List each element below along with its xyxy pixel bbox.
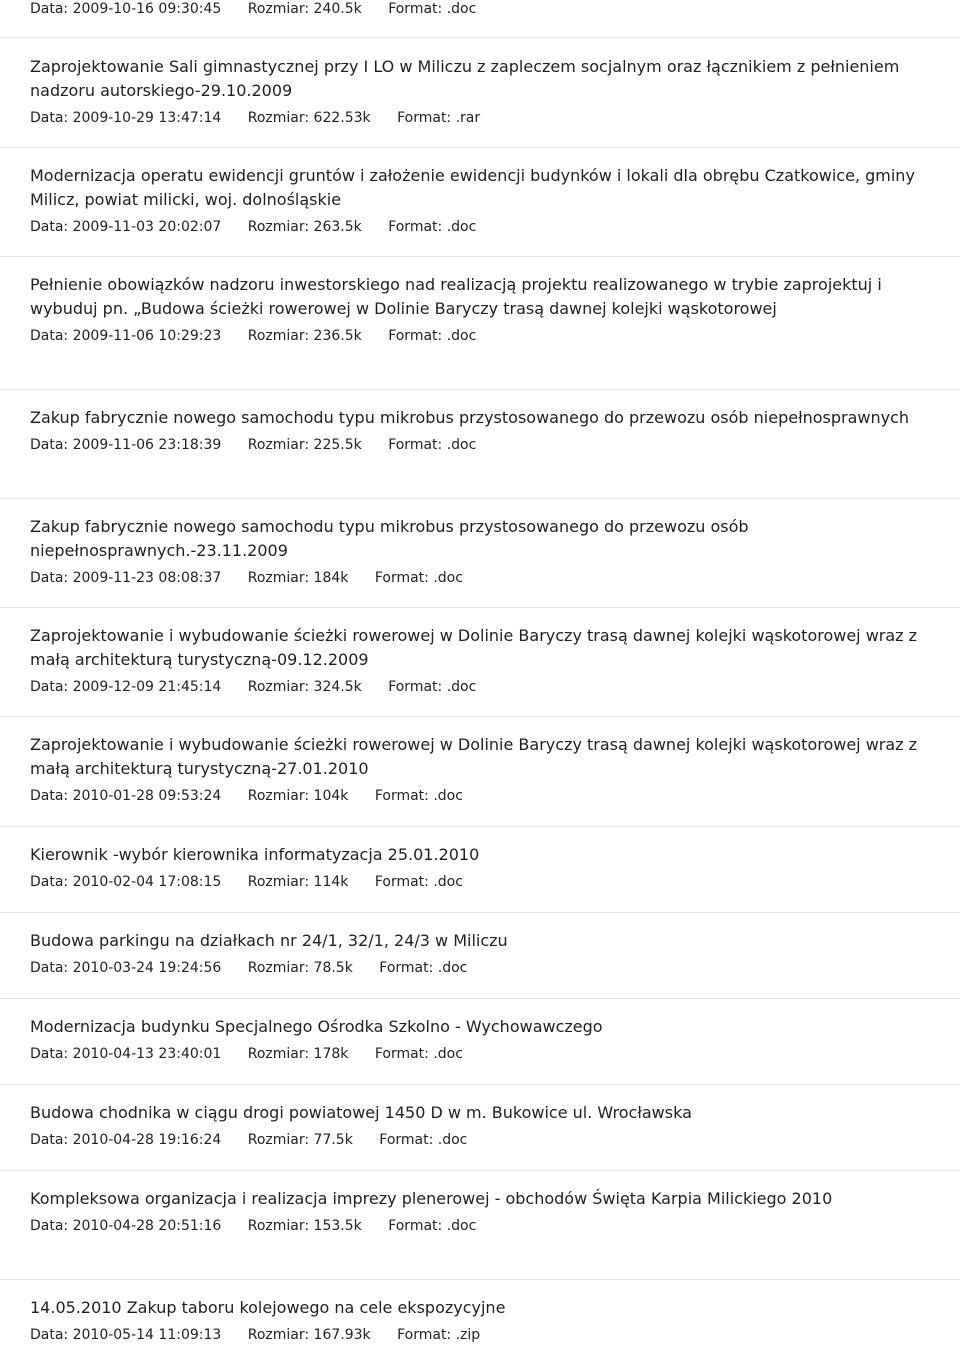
divider [0,389,960,390]
entry-format: Format: .doc [388,437,477,453]
entry-meta [30,1045,930,1063]
entry-title[interactable]: Zaprojektowanie i wybudowanie ścieżki rowerowej w Dolinie Baryczy trasą dawnej kolejki wąskotorowej wraz z małą architekturą turystyczną-27.01.2010 [30,735,918,778]
entry-title[interactable]: Zakup fabrycznie nowego samochodu typu mikrobus przystosowanego do przewozu osób niepełnosprawnych [30,408,910,427]
entry-format: Format: .doc [374,788,463,804]
entry-size: Rozmiar: 236.5k [247,328,362,344]
entry-size: Rozmiar: 622.53k [247,110,371,126]
document-entry [30,929,930,977]
entry-meta [30,1131,930,1149]
entry-size: Rozmiar: 178k [247,1046,349,1062]
document-entry [30,273,930,345]
entry-meta [30,873,930,891]
divider [0,1084,960,1085]
entry-date: Data: 2010-01-28 09:53:24 [30,788,222,804]
divider [0,37,960,38]
entry-meta [30,678,930,696]
entry-format: Format: .doc [388,1,477,17]
entry-date: Data: 2010-02-04 17:08:15 [30,874,222,890]
entry-format: Format: .doc [379,1132,468,1148]
entry-date: Data: 2009-12-09 21:45:14 [30,679,222,695]
entry-size: Rozmiar: 78.5k [247,960,353,976]
entry-format: Format: .doc [374,570,463,586]
entry-format: Format: .doc [388,679,477,695]
divider [0,498,960,499]
entry-date: Data: 2009-10-29 13:47:14 [30,110,222,126]
divider [0,998,960,999]
entry-title[interactable]: Budowa chodnika w ciągu drogi powiatowej 1450 D w m. Bukowice ul. Wrocławska [30,1103,692,1122]
entry-title[interactable]: Zaprojektowanie Sali gimnastycznej przy I LO w Miliczu z zapleczem socjalnym oraz łącznikiem z pełnieniem nadzoru autorskiego-29.10.2009 [30,57,900,100]
document-entry [30,406,930,454]
divider [0,1170,960,1171]
entry-size: Rozmiar: 263.5k [247,219,362,235]
divider [0,826,960,827]
divider [0,256,960,257]
document-entry [30,55,930,127]
entry-title[interactable]: Zaprojektowanie i wybudowanie ścieżki rowerowej w Dolinie Baryczy trasą dawnej kolejki wąskotorowej wraz z małą architekturą turystyczną-09.12.2009 [30,626,918,669]
entry-size: Rozmiar: 153.5k [247,1218,362,1234]
document-entry [30,624,930,696]
entry-format: Format: .rar [397,110,481,126]
entry-size: Rozmiar: 77.5k [247,1132,353,1148]
entry-meta [30,218,930,236]
entry-date: Data: 2010-05-14 11:09:13 [30,1327,222,1343]
entry-meta [30,1326,930,1344]
entry-size: Rozmiar: 324.5k [247,679,362,695]
document-entry [30,164,930,236]
divider [0,912,960,913]
entry-title[interactable]: Kompleksowa organizacja i realizacja imprezy plenerowej - obchodów Święta Karpia Milickiego 2010 [30,1189,833,1208]
entry-size: Rozmiar: 225.5k [247,437,362,453]
document-entry [30,843,930,891]
entry-format: Format: .zip [397,1327,481,1343]
entry-meta [30,1217,930,1235]
entry-date: Data: 2010-04-28 19:16:24 [30,1132,222,1148]
document-entry [30,1296,930,1344]
entry-title[interactable]: Budowa parkingu na działkach nr 24/1, 32/1, 24/3 w Miliczu [30,931,508,950]
entry-meta-0 [30,0,476,18]
divider [0,607,960,608]
divider [0,1279,960,1280]
entry-date: Data: 2010-03-24 19:24:56 [30,960,222,976]
document-entry [30,1101,930,1149]
entry-size: Rozmiar: 240.5k [247,1,362,17]
entry-title[interactable]: Modernizacja operatu ewidencji gruntów i założenie ewidencji budynków i lokali dla obrębu Czatkowice, gminy Milicz, powiat milicki, woj. dolnośląskie [30,166,915,209]
entry-size: Rozmiar: 184k [247,570,349,586]
entry-format: Format: .doc [374,874,463,890]
entry-date: Data: 2010-04-28 20:51:16 [30,1218,222,1234]
entry-date: Data: 2009-11-06 10:29:23 [30,328,222,344]
document-entry [30,1015,930,1063]
entry-meta [30,109,930,127]
entry-format: Format: .doc [379,960,468,976]
entry-date: Data: 2009-11-23 08:08:37 [30,570,222,586]
divider [0,147,960,148]
divider [0,716,960,717]
entry-date: Data: 2009-11-06 23:18:39 [30,437,222,453]
entry-size: Rozmiar: 167.93k [247,1327,371,1343]
entry-meta [30,436,930,454]
entry-format: Format: .doc [388,219,477,235]
entry-title[interactable]: Kierownik -wybór kierownika informatyzacja 25.01.2010 [30,845,480,864]
entry-date: Data: 2010-04-13 23:40:01 [30,1046,222,1062]
entry-date: Data: 2009-10-16 09:30:45 [30,1,222,17]
entry-format: Format: .doc [388,1218,477,1234]
entry-meta [30,959,930,977]
document-entry [30,733,930,805]
entry-title[interactable]: 14.05.2010 Zakup taboru kolejowego na cele ekspozycyjne [30,1298,506,1317]
entry-title[interactable]: Pełnienie obowiązków nadzoru inwestorskiego nad realizacją projektu realizowanego w trybie zaprojektuj i wybuduj pn. „Budowa ścieżki rowerowej w Dolinie Baryczy trasą dawnej kolejki wąskotorowej [30,275,882,318]
document-entry [30,1187,930,1235]
entry-format: Format: .doc [388,328,477,344]
entry-title[interactable]: Modernizacja budynku Specjalnego Ośrodka Szkolno - Wychowawczego [30,1017,603,1036]
document-entry [30,515,930,587]
entry-size: Rozmiar: 104k [247,788,349,804]
entry-title[interactable]: Zakup fabrycznie nowego samochodu typu mikrobus przystosowanego do przewozu osób niepełnosprawnych.-23.11.2009 [30,517,749,560]
entry-format: Format: .doc [374,1046,463,1062]
entry-meta [30,787,930,805]
entry-meta [30,569,930,587]
entry-date: Data: 2009-11-03 20:02:07 [30,219,222,235]
entry-meta [30,327,930,345]
entry-size: Rozmiar: 114k [247,874,349,890]
